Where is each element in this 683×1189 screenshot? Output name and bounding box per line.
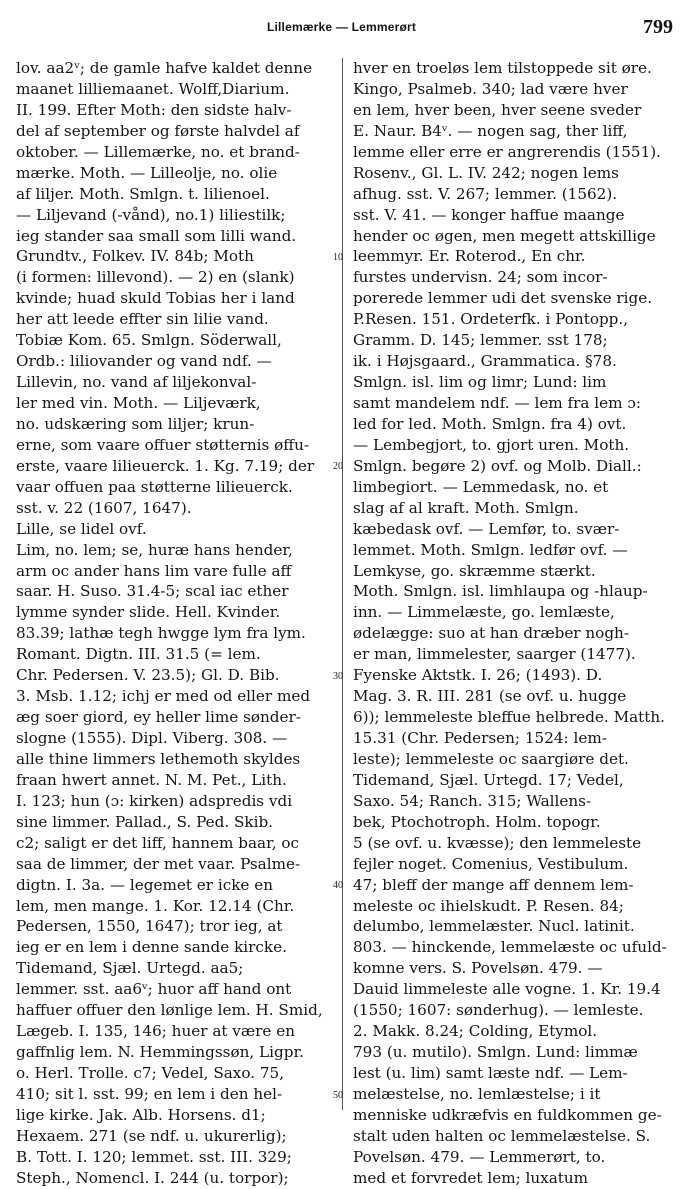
line-number: 10: [333, 251, 343, 263]
text-line: sst. v. 22 (1607, 1647).: [16, 498, 192, 517]
text-line: 3. Msb. 1.12; ichj er med od eller med: [16, 687, 311, 706]
text-line: alle thine limmers lethemoth skyldes: [16, 749, 301, 768]
text-line: furstes undervisn. 24; som incor-: [353, 268, 608, 287]
text-line: Hexaem. 271 (se ndf. u. ukurerlig);: [16, 1126, 287, 1145]
text-line: lest (u. lim) samt læste ndf. — Lem-: [353, 1064, 628, 1082]
line-number: 50: [333, 1089, 343, 1101]
text-line: erne, som vaare offuer støtternis øffu-: [16, 435, 309, 454]
text-line: 793 (u. mutilo). Smlgn. Lund: limmæ: [353, 1043, 638, 1062]
text-line: oktober. — Lillemærke, no. et brand-: [16, 142, 300, 161]
text-line: maanet lilliemaanet. Wolff,Diarium.: [16, 79, 290, 98]
text-line: meleste oc ihielskudt. P. Resen. 84;: [353, 896, 624, 915]
text-line: lem, men mange. 1. Kor. 12.14 (Chr.: [16, 896, 295, 915]
text-line: ieg er en lem i denne sande kircke.: [16, 938, 287, 957]
text-line: B. Tott. I. 120; lemmet. sst. III. 329;: [16, 1147, 292, 1166]
text-line: II. 199. Efter Moth: den sidste halv-: [16, 100, 292, 119]
text-line: Pedersen, 1550, 1647); tror ieg, at: [16, 917, 283, 936]
text-line: hver en troeløs lem tilstoppede sit øre.: [353, 59, 652, 77]
line-number: 40: [333, 880, 343, 892]
text-line: sst. V. 41. — konger haffue maange: [353, 205, 625, 224]
text-line: fraan hwert annet. N. M. Pet., Lith.: [16, 770, 287, 789]
running-title: Lillemærke — Lemmerørt: [266, 20, 417, 34]
text-line: slogne (1555). Dipl. Viberg. 308. —: [16, 729, 288, 747]
text-line: 2. Makk. 8.24; Colding, Etymol.: [353, 1022, 598, 1041]
text-line: — Liljevand (-vånd), no.1) liliestilk;: [16, 205, 286, 224]
text-line: Lille, se lidel ovf.: [16, 519, 147, 538]
text-line: Fyenske Aktstk. I. 26; (1493). D.: [353, 666, 603, 685]
text-line: ieg stander saa small som lilli wand.: [16, 226, 297, 245]
text-line: Saxo. 54; Ranch. 315; Wallens-: [353, 791, 592, 810]
column-divider: [342, 58, 343, 1110]
text-line: 47; bleff der mange aff dennem lem-: [353, 875, 634, 894]
text-line: saa de limmer, der met vaar. Psalme-: [16, 854, 301, 873]
text-line: mærke. Moth. — Lilleolje, no. olie: [16, 163, 278, 182]
text-line: I. 123; hun (ɔ: kirken) adspredis vdi: [16, 791, 293, 810]
text-line: samt mandelem ndf. — lem fra lem ɔ:: [353, 394, 641, 412]
text-line: Lim, no. lem; se, huræ hans hender,: [16, 540, 293, 559]
text-line: limbegiort. — Lemmedask, no. et: [353, 477, 609, 496]
text-line: lemmer. sst. aa6ᵛ; huor aff hand ont: [16, 980, 292, 999]
text-line: del af september og første halvdel af: [16, 121, 300, 140]
text-line: Povelsøn. 479. — Lemmerørt, to.: [353, 1147, 606, 1166]
text-line: Kingo, Psalmeb. 340; lad være hver: [353, 79, 628, 98]
line-number: 20: [333, 461, 343, 473]
text-line: Tidemand, Sjæl. Urtegd. 17; Vedel,: [353, 770, 624, 789]
text-line: vaar offuen paa støtterne lilieuerck.: [16, 477, 293, 496]
page-header: [0, 8, 683, 38]
text-line: Grundtv., Folkev. IV. 84b; Moth: [16, 247, 254, 266]
text-line: Lillevin, no. vand af liljekonval-: [16, 373, 257, 392]
text-line: 410; sit l. sst. 99; en lem i den hel-: [16, 1084, 283, 1103]
text-line: en lem, hver been, hver seene sveder: [353, 100, 642, 119]
text-line: saar. H. Suso. 31.4-5; scal iac ether: [16, 582, 289, 601]
text-line: 5 (se ovf. u. kvæsse); den lemmeleste: [353, 833, 642, 852]
text-line: lymme synder slide. Hell. Kvinder.: [16, 603, 281, 622]
text-line: (1550; 1607: sønderhug). — lemleste.: [353, 1001, 644, 1020]
text-line: (i formen: lillevond). — 2) en (slank): [16, 268, 295, 287]
text-line: komne vers. S. Povelsøn. 479. —: [353, 959, 603, 978]
text-line: 15.31 (Chr. Pedersen; 1524: lem-: [353, 729, 607, 747]
text-line: lov. aa2ᵛ; de gamle hafve kaldet denne: [16, 59, 313, 77]
text-line: Romant. Digtn. III. 31.5 (= lem.: [16, 645, 261, 664]
text-line: ødelægge: suo at han dræber nogh-: [353, 624, 629, 643]
text-line: delumbo, lemmelæster. Nucl. latinit.: [353, 917, 635, 936]
text-line: Lægeb. I. 135, 146; huer at være en: [16, 1022, 296, 1041]
text-line: menniske udkræfvis en fuldkommen ge-: [353, 1105, 662, 1124]
text-line: sine limmer. Pallad., S. Ped. Skib.: [16, 812, 273, 831]
text-line: P.Resen. 151. Ordeterfk. i Pontopp.,: [353, 310, 629, 329]
text-line: lige kirke. Jak. Alb. Horsens. d1;: [16, 1105, 266, 1124]
text-line: Steph., Nomencl. I. 244 (u. torpor);: [16, 1168, 289, 1187]
page-number: 799: [643, 16, 673, 38]
text-line: stalt uden halten oc lemmelæstelse. S.: [353, 1126, 651, 1145]
text-line: — Lembegjort, to. gjort uren. Moth.: [353, 435, 630, 454]
left-column: [16, 58, 334, 1189]
text-line: melæstelse, no. lemlæstelse; i it: [353, 1084, 601, 1103]
text-line: ik. i Højsgaard., Grammatica. §78.: [353, 352, 617, 371]
text-line: leste); lemmeleste oc saargiøre det.: [353, 749, 629, 768]
text-line: Chr. Pedersen. V. 23.5); Gl. D. Bib.: [16, 666, 280, 685]
line-number: 30: [333, 670, 343, 682]
text-line: o. Herl. Trolle. c7; Vedel, Saxo. 75,: [16, 1064, 285, 1082]
text-line: 6)); lemmeleste bleffue helbrede. Matth.: [353, 708, 665, 727]
text-line: lemmet. Moth. Smlgn. ledfør ovf. —: [353, 540, 628, 559]
text-line: bek, Ptochotroph. Holm. topogr.: [353, 812, 601, 831]
text-line: her att leede effter sin lilie vand.: [16, 310, 269, 329]
text-line: gaffnlig lem. N. Hemmingssøn, Ligpr.: [16, 1043, 304, 1062]
text-line: arm oc ander hans lim vare fulle aff: [16, 561, 292, 580]
text-line: ler med vin. Moth. — Liljeværk,: [16, 394, 261, 412]
text-line: c2; saligt er det liff, hannem baar, oc: [16, 833, 300, 852]
text-line: no. udskæring som liljer; krun-: [16, 414, 255, 433]
text-line: fejler noget. Comenius, Vestibulum.: [353, 854, 629, 873]
text-line: af liljer. Moth. Smlgn. t. lilienoel.: [16, 184, 270, 203]
text-line: kæbedask ovf. — Lemfør, to. svær-: [353, 519, 620, 538]
text-line: E. Naur. B4ᵛ. — nogen sag, ther liff,: [353, 121, 628, 140]
right-column: [353, 58, 670, 1189]
text-line: Ordb.: liliovander og vand ndf. —: [16, 352, 272, 371]
text-line: er man, limmelester, saarger (1477).: [353, 645, 636, 664]
text-line: erste, vaare lilieuerck. 1. Kg. 7.19; der: [16, 456, 315, 475]
text-line: Mag. 3. R. III. 281 (se ovf. u. hugge: [353, 687, 627, 706]
text-line: leemmyr. Er. Roterod., En chr.: [353, 247, 586, 266]
text-line: hender oc øgen, men megett attskillige: [353, 226, 656, 245]
text-line: Dauid limmeleste alle vogne. 1. Kr. 19.4: [353, 980, 661, 999]
text-line: Lemkyse, go. skræmme stærkt.: [353, 561, 596, 580]
text-line: med et forvredet lem; luxatum: [353, 1168, 589, 1187]
text-line: lemme eller erre er angrerendis (1551).: [353, 142, 662, 161]
text-line: porerede lemmer udi det svenske rige.: [353, 289, 653, 308]
text-line: Tidemand, Sjæl. Urtegd. aa5;: [16, 959, 244, 978]
text-line: afhug. sst. V. 267; lemmer. (1562).: [353, 184, 618, 203]
text-line: inn. — Limmelæste, go. lemlæste,: [353, 603, 615, 622]
text-line: Moth. Smlgn. isl. limhlaupa og -hlaup-: [353, 582, 648, 601]
text-line: Gramm. D. 145; lemmer. sst 178;: [353, 331, 608, 350]
text-line: æg soer giord, ey heller lime sønder-: [16, 708, 301, 727]
text-line: Tobiæ Kom. 65. Smlgn. Söderwall,: [16, 331, 282, 350]
text-line: Smlgn. begøre 2) ovf. og Molb. Diall.:: [353, 456, 642, 475]
text-line: Rosenv., Gl. L. IV. 242; nogen lems: [353, 163, 619, 182]
text-line: haffuer offuer den lønlige lem. H. Smid,: [16, 1001, 323, 1020]
text-line: led for led. Moth. Smlgn. fra 4) ovt.: [353, 414, 627, 433]
text-line: kvinde; huad skuld Tobias her i land: [16, 289, 295, 308]
text-line: digtn. I. 3a. — legemet er icke en: [16, 875, 273, 894]
text-line: slag af al kraft. Moth. Smlgn.: [353, 498, 579, 517]
text-line: Smlgn. isl. lim og limr; Lund: lim: [353, 373, 607, 392]
text-line: 803. — hinckende, lemmelæste oc ufuld-: [353, 938, 667, 957]
text-line: 83.39; lathæ tegh hwgge lym fra lym.: [16, 624, 306, 643]
